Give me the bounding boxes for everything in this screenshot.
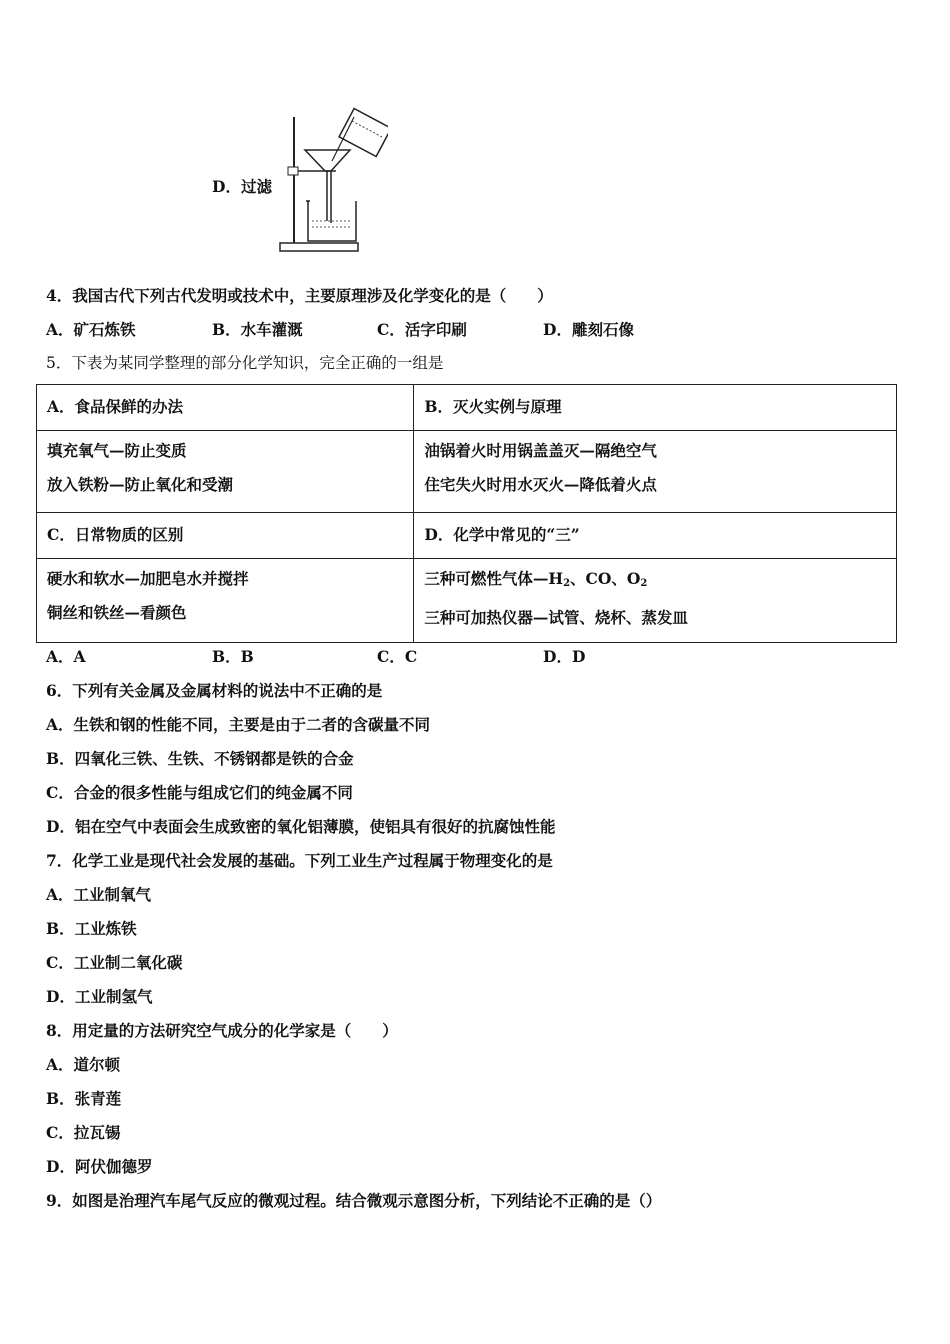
q4-option-d: D．雕刻石像 — [543, 320, 634, 339]
q8-stem: 8．用定量的方法研究空气成分的化学家是（ ） — [46, 1021, 398, 1040]
cell-a-body — [37, 431, 414, 513]
cell-c-body — [37, 559, 414, 643]
q6-option-c: C．合金的很多性能与组成它们的纯金属不同 — [46, 783, 353, 802]
q4-stem: 4．我国古代下列古代发明或技术中，主要原理涉及化学变化的是（ ） — [46, 286, 553, 305]
cell-a-head: A．食品保鲜的办法 — [37, 385, 414, 431]
q8-option-c: C．拉瓦锡 — [46, 1123, 121, 1142]
q4-option-a: A．矿石炼铁 — [46, 320, 136, 339]
q6-stem: 6．下列有关金属及金属材料的说法中不正确的是 — [46, 681, 383, 700]
q5-stem: 5．下表为某同学整理的部分化学知识，完全正确的一组是 — [46, 354, 444, 372]
filtration-apparatus-figure — [278, 105, 388, 255]
q6-option-d: D．铝在空气中表面会生成致密的氧化铝薄膜，使铝具有很好的抗腐蚀性能 — [46, 817, 556, 836]
q7-option-d: D．工业制氢气 — [46, 987, 153, 1006]
cell-b-head: B．灭火实例与原理 — [414, 385, 897, 431]
q8-option-b: B．张青莲 — [46, 1089, 122, 1108]
q5-option-c: C．C — [377, 647, 418, 666]
cell-b-row: 住宅失火时用水灭火—降低着火点 — [424, 475, 657, 494]
cell-d-row-gases: 三种可燃性气体$—H_2$、CO、$O_2$ — [424, 569, 648, 589]
q8-option-d: D．阿伏伽德罗 — [46, 1157, 153, 1176]
q5-knowledge-table — [36, 384, 897, 643]
cell-a-row: 填充氧气—防止变质 — [47, 441, 187, 460]
cell-b-row: 油锅着火时用锅盖盖灭—隔绝空气 — [424, 441, 657, 460]
q4-option-b: B．水车灌溉 — [212, 320, 303, 339]
q5-option-b: B．B — [212, 647, 254, 666]
q3-option-d: D．过滤 — [212, 177, 272, 196]
cell-c-row: 硬水和软水—加肥皂水并搅拌 — [47, 569, 249, 588]
cell-c-head: C．日常物质的区别 — [37, 513, 414, 559]
cell-d-row-instruments: 三种可加热仪器—试管、烧杯、蒸发皿 — [424, 608, 688, 627]
q6-option-a: A．生铁和钢的性能不同，主要是由于二者的含碳量不同 — [46, 715, 431, 734]
cell-d-body — [414, 559, 897, 643]
q7-option-a: A．工业制氧气 — [46, 885, 152, 904]
cell-c-row: 铜丝和铁丝—看颜色 — [47, 603, 187, 622]
cell-d-head: D．化学中常见的“三” — [414, 513, 897, 559]
q7-stem: 7．化学工业是现代社会发展的基础。下列工业生产过程属于物理变化的是 — [46, 851, 553, 870]
cell-a-row: 放入铁粉—防止氧化和受潮 — [47, 475, 234, 494]
q7-option-c: C．工业制二氧化碳 — [46, 953, 183, 972]
q5-option-d: D．D — [543, 647, 586, 666]
q6-option-b: B．四氧化三铁、生铁、不锈钢都是铁的合金 — [46, 749, 354, 768]
q4-option-c: C．活字印刷 — [377, 320, 467, 339]
cell-b-body — [414, 431, 897, 513]
q9-stem: 9．如图是治理汽车尾气反应的微观过程。结合微观示意图分析，下列结论不正确的是（） — [46, 1191, 662, 1210]
q7-option-b: B．工业炼铁 — [46, 919, 137, 938]
q5-option-a: A．A — [46, 647, 86, 666]
q8-option-a: A．道尔顿 — [46, 1055, 121, 1074]
